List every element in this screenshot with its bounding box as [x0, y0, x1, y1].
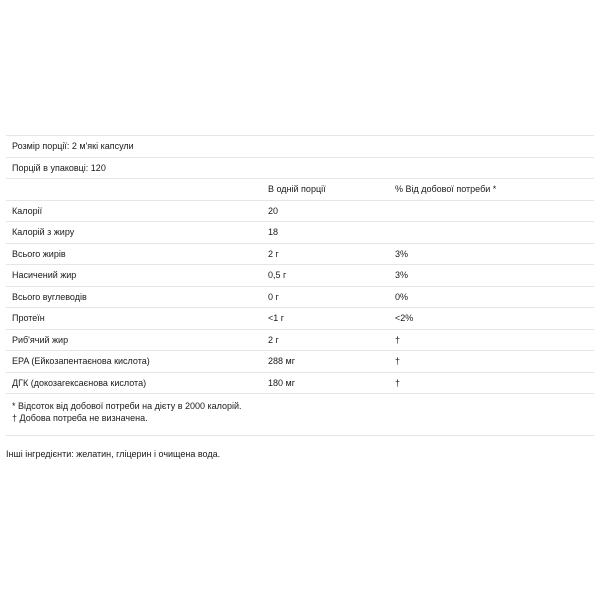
nutrient-dv: † — [395, 334, 401, 345]
table-row — [6, 330, 594, 352]
serving-size-row — [6, 136, 594, 158]
nutrient-dv: <2% — [395, 313, 414, 323]
table-row — [6, 265, 594, 287]
footnote-daily-value: * Відсоток від добової потреби на дієту в 2000 калорій. — [12, 401, 242, 411]
nutrient-dv: 0% — [395, 291, 409, 302]
nutrient-dv: 3% — [395, 270, 409, 280]
table-row — [6, 244, 594, 266]
nutrient-name: Насичений жир — [12, 270, 77, 280]
nutrient-amount: 2 г — [268, 334, 279, 345]
nutrient-amount: 2 г — [268, 248, 279, 259]
table-row — [6, 351, 594, 373]
table-header-row — [6, 179, 594, 201]
per-serving-header: В одній порції — [268, 184, 326, 194]
footnotes — [6, 394, 594, 436]
nutrient-dv: 3% — [395, 248, 409, 259]
nutrient-dv: † — [395, 377, 401, 388]
table-row — [6, 287, 594, 309]
servings-per-container-row — [6, 158, 594, 180]
supplement-facts-table — [6, 135, 594, 436]
nutrient-name: Всього жирів — [12, 248, 66, 259]
nutrient-name: Протеїн — [12, 313, 45, 323]
table-row — [6, 308, 594, 330]
table-row — [6, 222, 594, 244]
nutrient-amount: 0,5 г — [268, 270, 287, 280]
nutrient-amount: <1 г — [268, 313, 285, 323]
daily-value-header: % Від добової потреби * — [395, 184, 497, 194]
table-row — [6, 373, 594, 395]
nutrient-name: Калорій з жиру — [12, 227, 75, 237]
serving-size: Розмір порції: 2 м'які капсули — [12, 141, 134, 151]
nutrient-amount: 0 г — [268, 291, 279, 302]
nutrient-amount: 180 мг — [268, 377, 295, 388]
nutrient-amount: 288 мг — [268, 356, 295, 366]
nutrient-amount: 20 — [268, 205, 279, 216]
nutrient-name: Всього вуглеводів — [12, 291, 87, 302]
servings-per-container: Порцій в упаковці: 120 — [12, 162, 106, 173]
other-ingredients: Інші інгредієнти: желатин, гліцерин і очищена вода. — [6, 449, 221, 459]
table-row — [6, 201, 594, 223]
footnote-not-established: † Добова потреба не визначена. — [12, 413, 148, 423]
nutrient-name: Калорії — [12, 205, 43, 216]
nutrient-dv: † — [395, 356, 401, 366]
nutrient-name: ДГК (докозагексаєнова кислота) — [12, 377, 147, 388]
nutrient-name: EPA (Ейкозапентаєнова кислота) — [12, 356, 150, 366]
nutrient-name: Риб'ячий жир — [12, 334, 69, 345]
nutrient-amount: 18 — [268, 227, 279, 237]
